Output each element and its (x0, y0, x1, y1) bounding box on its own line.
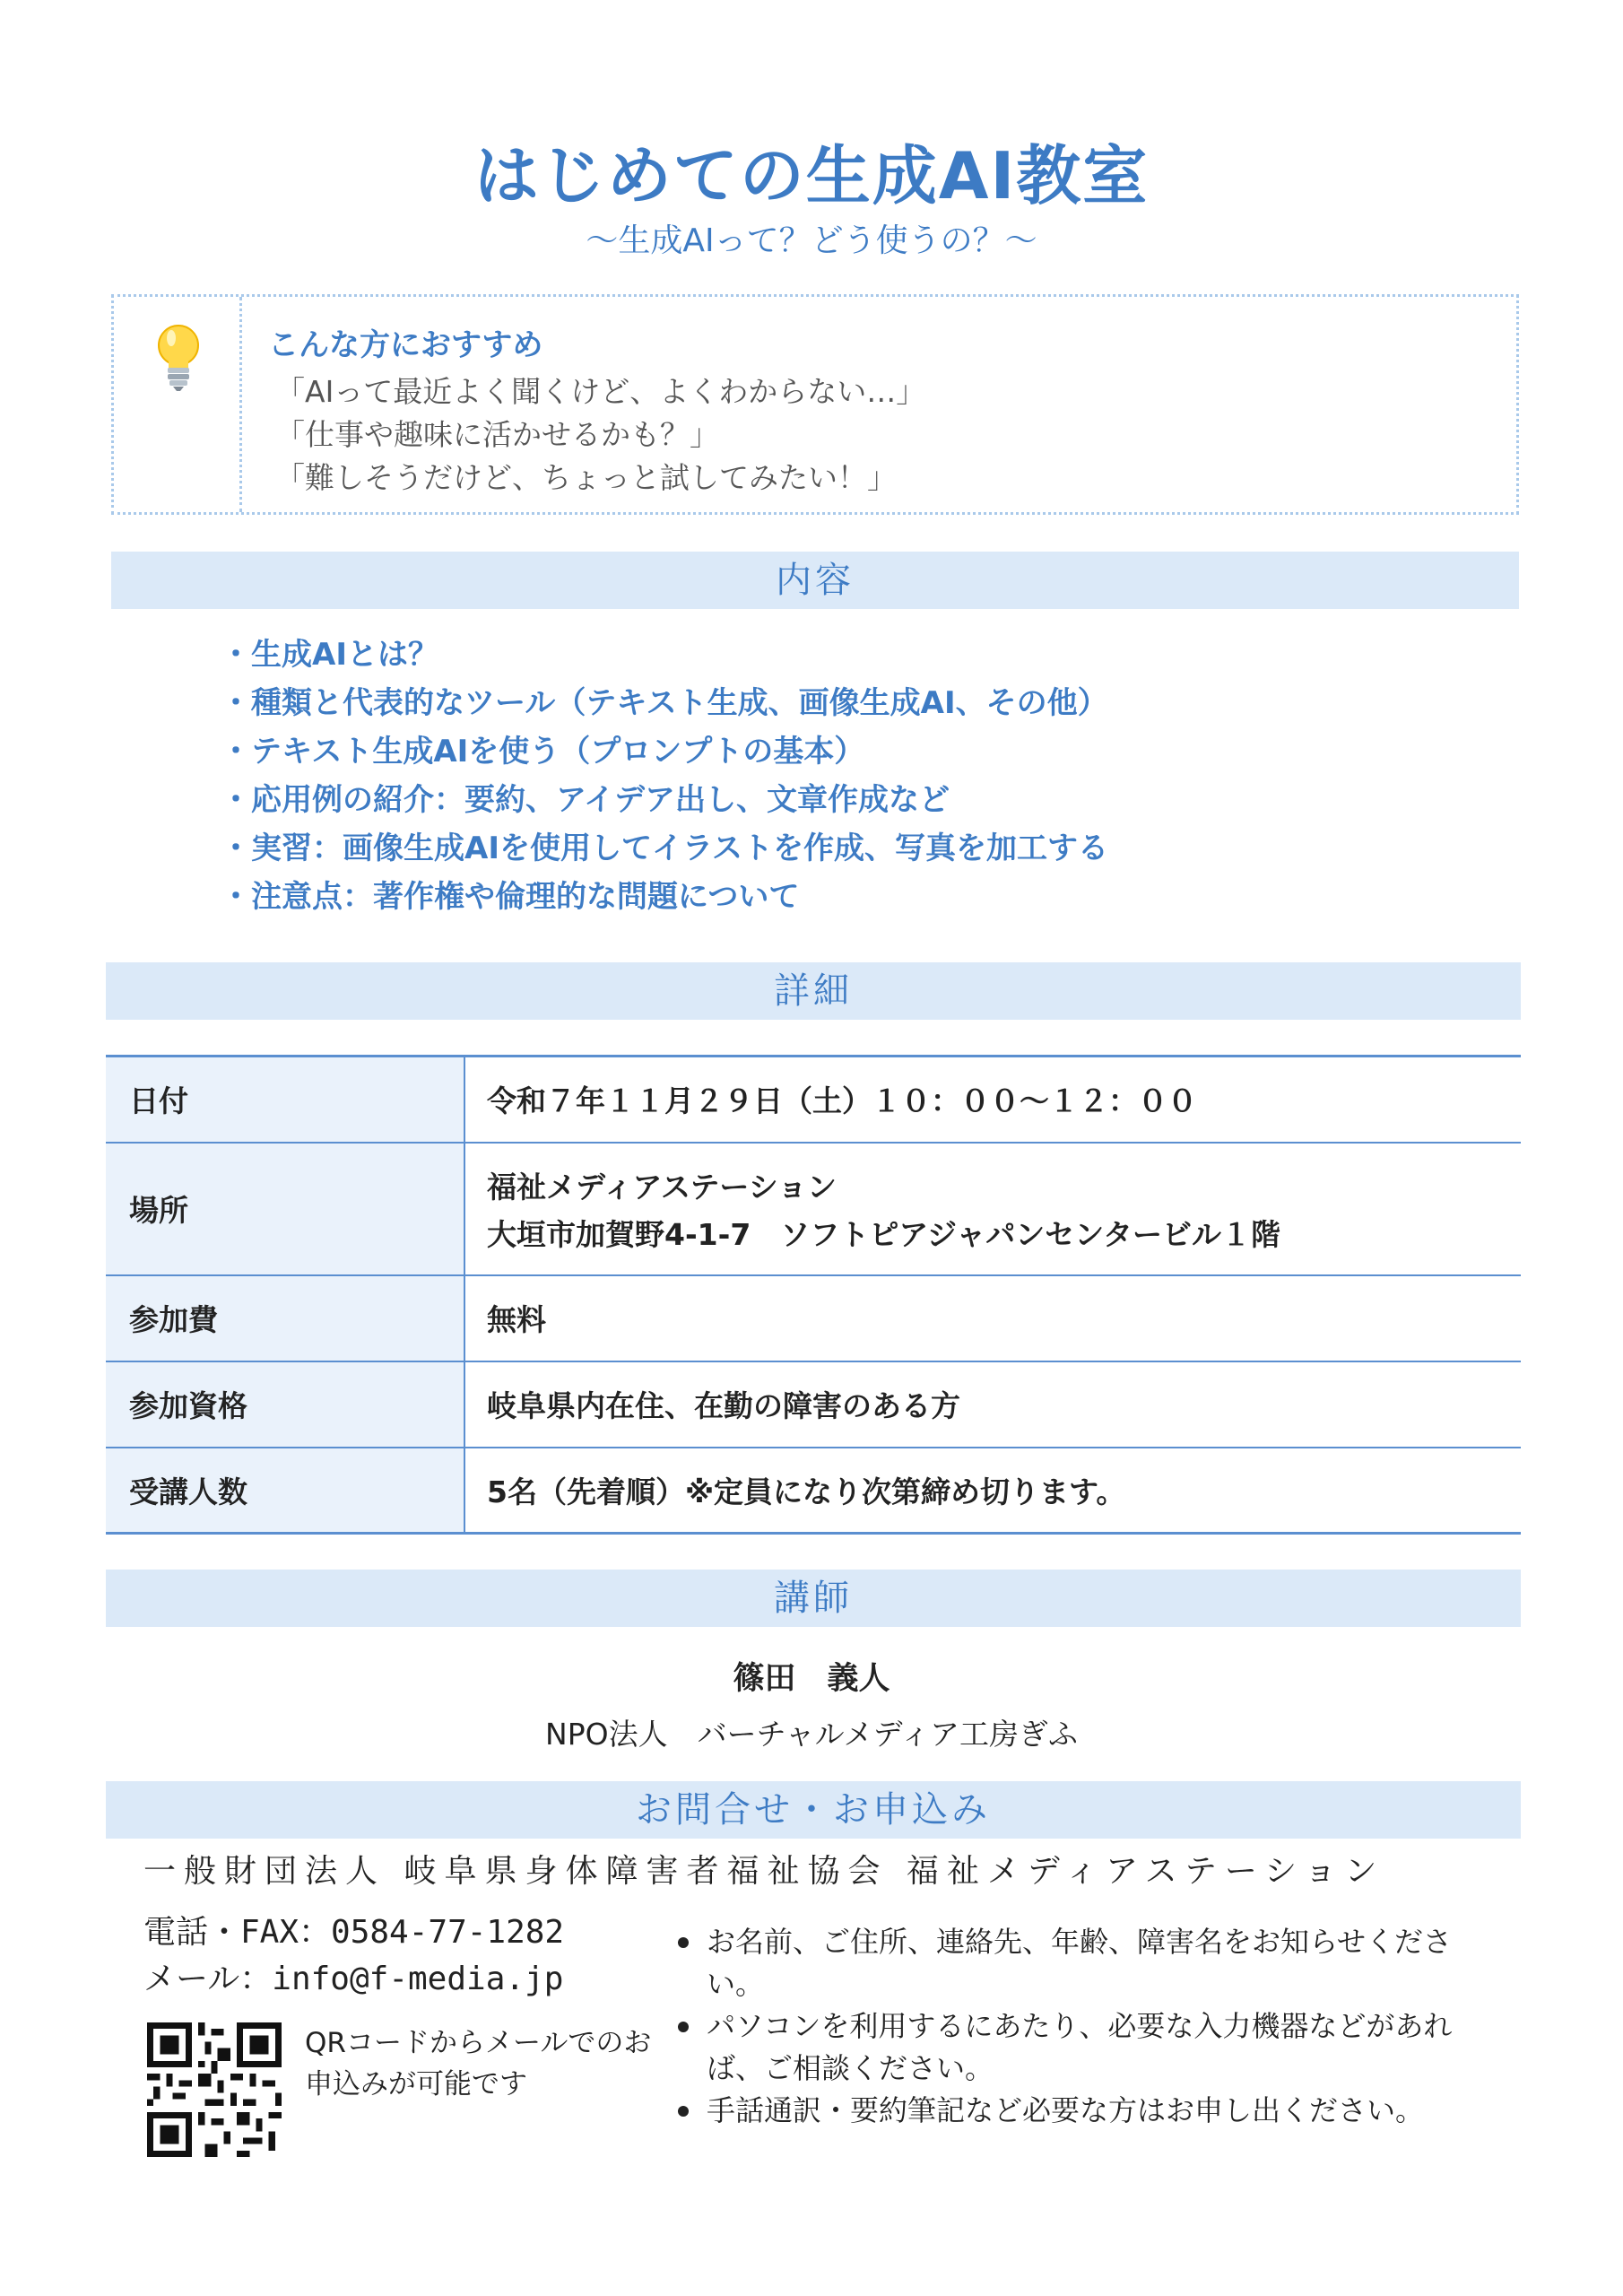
details-label: 日付 (106, 1057, 464, 1143)
details-value: 無料 (464, 1275, 1521, 1361)
details-value: 令和７年１１月２９日（土）１０：００～１２：００ (464, 1057, 1521, 1143)
page-title: はじめての生成AI教室 (473, 138, 1150, 213)
content-item: ・実習：画像生成AIを使用してイラストを作成、写真を加工する (221, 831, 1108, 866)
details-table (106, 1055, 1521, 1535)
lightbulb-icon (152, 320, 205, 392)
content-item: ・注意点：著作権や倫理的な問題について (221, 879, 800, 915)
details-row-capacity (106, 1448, 1521, 1534)
details-value: 5名（先着順）※定員になり次第締め切ります。 (487, 1474, 1126, 1509)
content-item: ・種類と代表的なツール（テキスト生成、画像生成AI、その他） (221, 685, 1108, 721)
section-header-content: 内容 (111, 552, 1519, 609)
section-header-contact: お問合せ・お申込み (106, 1781, 1521, 1839)
details-row-date (106, 1057, 1521, 1143)
content-item: ・テキスト生成AIを使う（プロンプトの基本） (221, 734, 865, 770)
note-item: パソコンを利用するにあたり、必要な入力機器などがあれば、ご相談ください。 (674, 2005, 1481, 2090)
recommend-box (111, 294, 1519, 515)
contact-tel: 電話・FAX：0584-77-1282 (143, 1914, 565, 1951)
details-row-eligibility (106, 1361, 1521, 1448)
content-item: ・生成AIとは？ (221, 637, 438, 673)
qr-note: QRコードからメールでのお申込みが可能です (305, 2027, 652, 2100)
details-label: 参加資格 (106, 1361, 464, 1448)
recommend-line: 「難しそうだけど、ちょっと試してみたい！」 (275, 460, 897, 495)
contact-org: 一般財団法人 岐阜県身体障害者福祉協会 福祉メディアステーション (143, 1853, 1385, 1890)
place-address: 大垣市加賀野4-1-7 ソフトピアジャパンセンタービル１階 (487, 1216, 1280, 1252)
details-label: 受講人数 (106, 1448, 464, 1534)
recommend-divider (239, 297, 242, 512)
lecturer-org: NPO法人 バーチャルメディア工房ぎふ (545, 1717, 1078, 1752)
contact-notes (674, 1921, 1481, 2132)
details-value (464, 1143, 1521, 1275)
lecturer-name: 篠田 義人 (733, 1661, 890, 1697)
qr-code-icon[interactable] (147, 2022, 282, 2157)
recommend-line: 「AIって最近よく聞くけど、よくわからない…」 (275, 374, 926, 409)
section-header-details: 詳細 (106, 962, 1521, 1020)
contact-mail[interactable]: メール：info@f-media.jp (143, 1961, 564, 1997)
recommend-line: 「仕事や趣味に活かせるかも？」 (275, 417, 719, 452)
place-name: 福祉メディアステーション (487, 1169, 838, 1205)
details-row-fee (106, 1275, 1521, 1361)
details-value: 岐阜県内在住、在勤の障害のある方 (464, 1361, 1521, 1448)
details-row-place (106, 1143, 1521, 1275)
page-subtitle: ～生成AIって？どう使うの？～ (586, 222, 1037, 259)
note-item: お名前、ご住所、連絡先、年齢、障害名をお知らせください。 (674, 1921, 1481, 2005)
section-header-lecturer: 講師 (106, 1570, 1521, 1627)
note-item: 手話通訳・要約筆記など必要な方はお申し出ください。 (674, 2090, 1481, 2132)
details-label: 場所 (106, 1143, 464, 1275)
details-label: 参加費 (106, 1275, 464, 1361)
recommend-heading: こんな方におすすめ (268, 327, 543, 363)
content-item: ・応用例の紹介：要約、アイデア出し、文章作成など (221, 782, 950, 818)
